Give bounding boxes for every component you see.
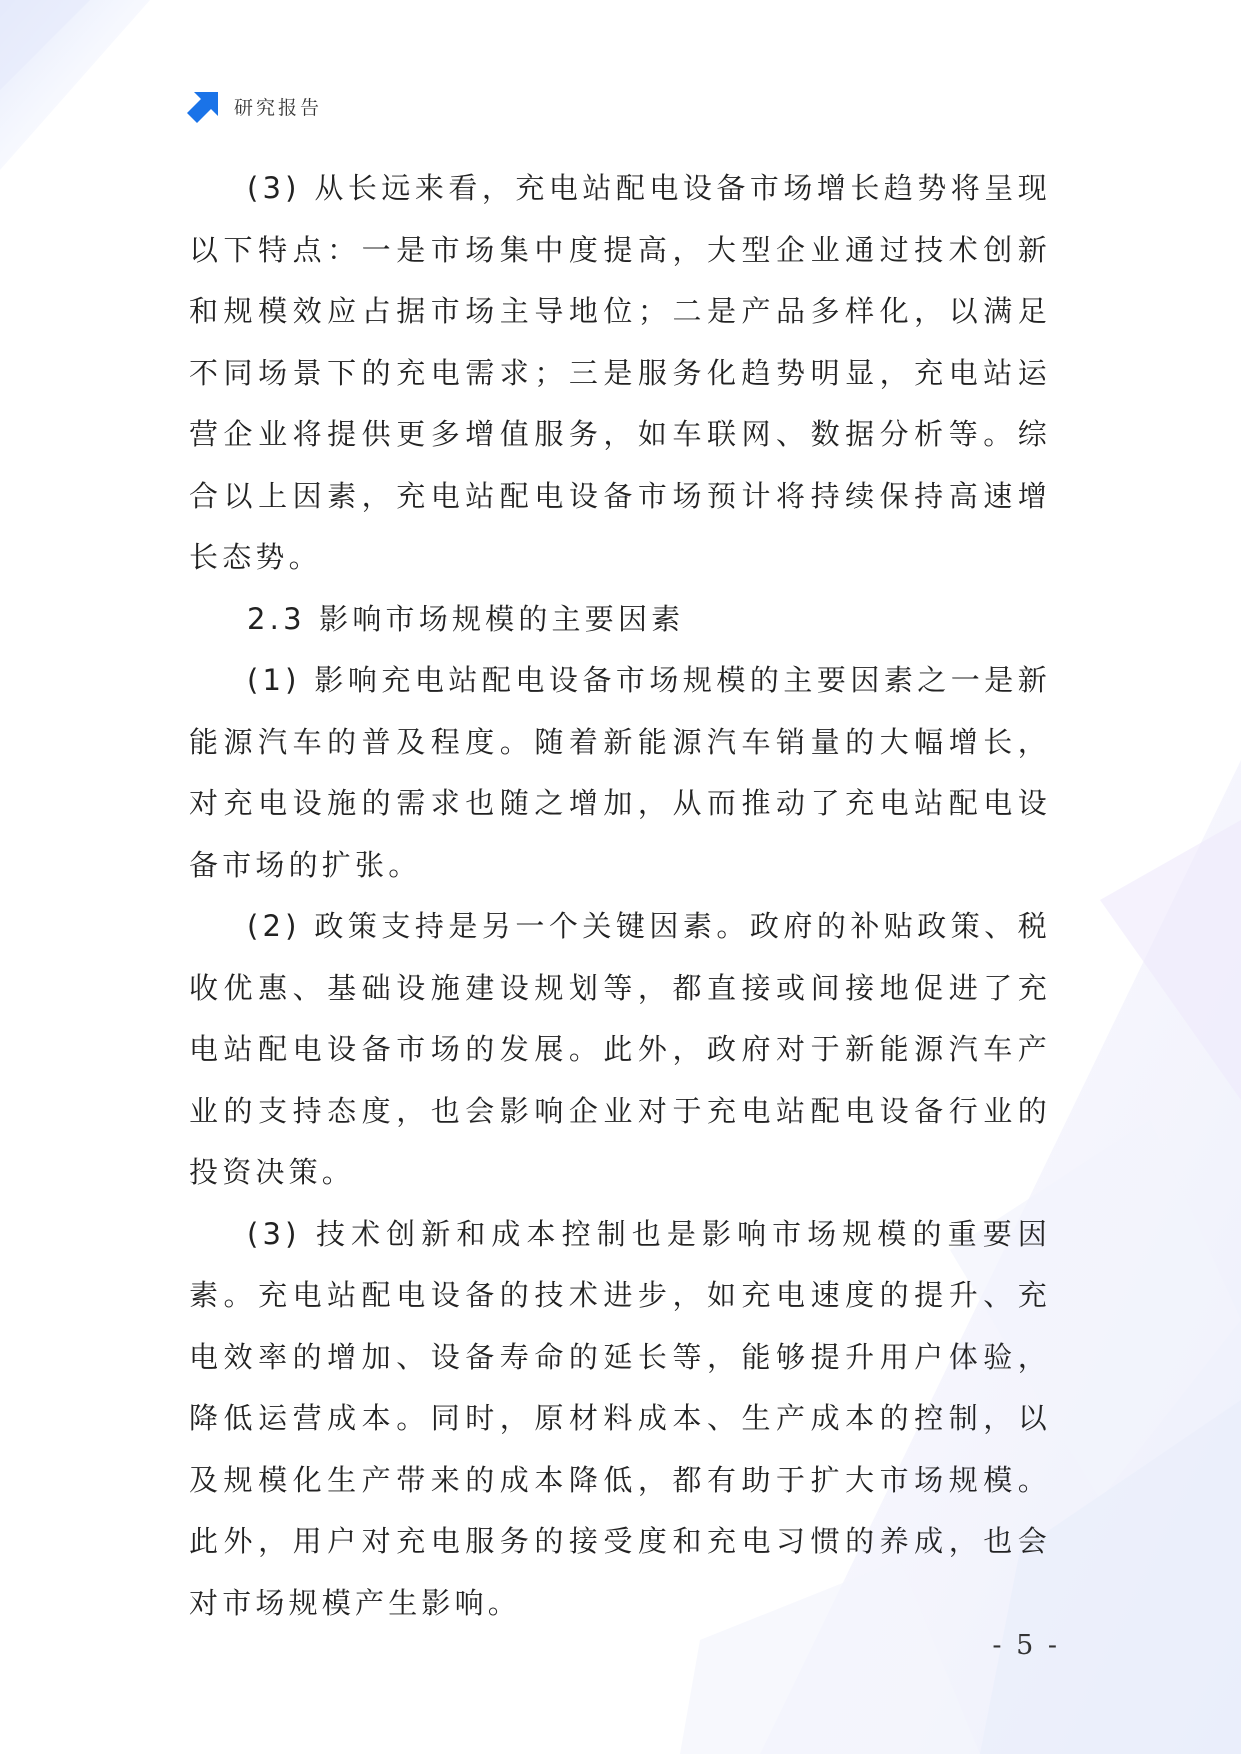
paragraph-factor-policy: (2) 政策支持是另一个关键因素。政府的补贴政策、税收优惠、基础设施建设规划等，都直接或间接地促进了充电站配电设备市场的发展。此外，政府对于新能源汽车产业的支持态度，也会影响企业对于充电站配电设备行业的投资决策。	[189, 909, 1051, 1189]
brand-label: 研究报告	[234, 96, 323, 119]
arrow-up-right-icon	[186, 88, 222, 124]
section-heading: 2.3 影响市场规模的主要因素	[247, 601, 685, 636]
report-header	[186, 88, 322, 124]
page-number: - 5 -	[992, 1630, 1060, 1661]
paragraph-factor-technology-cost: (3) 技术创新和成本控制也是影响市场规模的重要因素。充电站配电设备的技术进步，如充电速度的提升、充电效率的增加、设备寿命的延长等，能够提升用户体验，降低运营成本。同时，原材料成本、生产成本的控制，以及规模化生产带来的成本降低，都有助于扩大市场规模。此外，用户对充电服务的接受度和充电习惯的养成，也会对市场规模产生影响。	[189, 1216, 1051, 1620]
paragraph-long-term-trend: (3) 从长远来看，充电站配电设备市场增长趋势将呈现以下特点：一是市场集中度提高，大型企业通过技术创新和规模效应占据市场主导地位；二是产品多样化，以满足不同场景下的充电需求；三是服务化趋势明显，充电站运营企业将提供更多增值服务，如车联网、数据分析等。综合以上因素，充电站配电设备市场预计将持续保持高速增长态势。	[189, 171, 1051, 574]
paragraph-factor-ev-adoption: (1) 影响充电站配电设备市场规模的主要因素之一是新能源汽车的普及程度。随着新能源汽车销量的大幅增长，对充电设施的需求也随之增加，从而推动了充电站配电设备市场的扩张。	[189, 663, 1051, 882]
document-body	[189, 158, 1051, 1634]
